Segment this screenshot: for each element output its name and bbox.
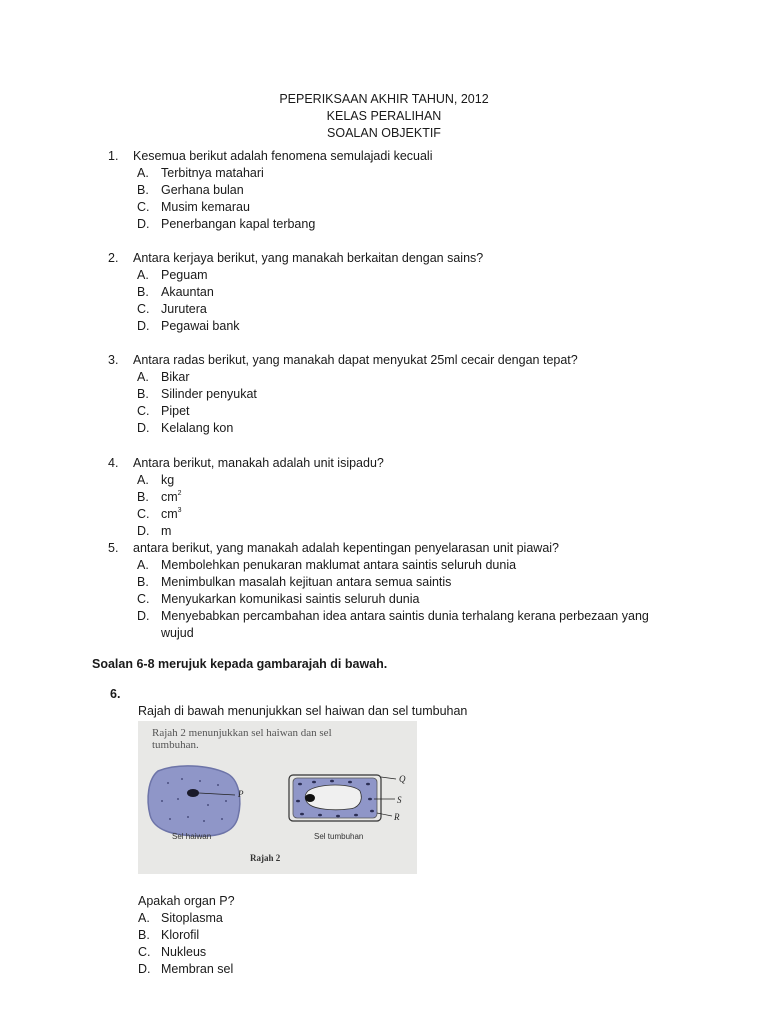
label-animal-cell: Sel haiwan bbox=[172, 832, 212, 841]
question-2 bbox=[108, 250, 708, 335]
option-d: D. Kelalang kon bbox=[137, 421, 234, 435]
cell-diagram bbox=[138, 721, 417, 874]
nucleus-p bbox=[187, 789, 199, 797]
question-stem: Antara radas berikut, yang manakah dapat menyukat 25ml cecair dengan tepat? bbox=[133, 353, 578, 367]
question-stem: Antara kerjaya berikut, yang manakah berkaitan dengan sains? bbox=[133, 251, 484, 265]
option-a: A. Sitoplasma bbox=[138, 911, 223, 925]
label-s: S bbox=[397, 795, 402, 805]
option-a: A. Membolehkan penukaran maklumat antara saintis seluruh dunia bbox=[137, 558, 517, 572]
option-a: A. kg bbox=[137, 473, 175, 487]
option-d: D. Membran sel bbox=[138, 962, 234, 976]
question-stem: Antara berikut, manakah adalah unit isipadu? bbox=[133, 456, 384, 470]
option-b: B. Klorofil bbox=[138, 928, 200, 942]
question-6-ask: Apakah organ P? bbox=[138, 894, 235, 908]
question-number: 3. bbox=[108, 353, 119, 367]
figure-title: Rajah 2 bbox=[250, 853, 281, 863]
question-stem: antara berikut, yang manakah adalah kepentingan penyelarasan unit piawai? bbox=[133, 541, 559, 555]
option-c: C. Musim kemarau bbox=[137, 200, 250, 214]
question-number: 1. bbox=[108, 149, 119, 163]
option-a: A. Terbitnya matahari bbox=[137, 166, 264, 180]
figure-caption-line2: tumbuhan. bbox=[152, 739, 199, 751]
option-b: B. Gerhana bulan bbox=[137, 183, 244, 197]
option-d: D. m bbox=[137, 524, 172, 538]
question-3 bbox=[108, 352, 708, 437]
cell-diagram-figure bbox=[138, 721, 417, 874]
question-6-number: 6. bbox=[110, 687, 121, 701]
option-b: B. Silinder penyukat bbox=[137, 387, 257, 401]
question-number: 5. bbox=[108, 541, 119, 555]
label-plant-cell: Sel tumbuhan bbox=[314, 832, 364, 841]
option-d: D. Penerbangan kapal terbang bbox=[137, 217, 316, 231]
exam-header bbox=[0, 91, 768, 142]
option-c: C. Pipet bbox=[137, 404, 190, 418]
question-number: 4. bbox=[108, 456, 119, 470]
question-1 bbox=[108, 148, 708, 233]
superscript: 3 bbox=[177, 507, 182, 514]
figure-caption-line1: Rajah 2 menunjukkan sel haiwan dan sel bbox=[152, 727, 332, 739]
plant-nucleus bbox=[305, 794, 315, 802]
option-b: B. Akauntan bbox=[137, 285, 214, 299]
option-a: A. Bikar bbox=[137, 370, 190, 384]
label-p: P bbox=[238, 789, 244, 799]
header-section: SOALAN OBJEKTIF bbox=[327, 126, 441, 140]
question-5 bbox=[108, 540, 708, 642]
option-d: D. Pegawai bank bbox=[137, 319, 240, 333]
superscript: 2 bbox=[177, 490, 182, 497]
header-class: KELAS PERALIHAN bbox=[326, 109, 442, 123]
question-stem: Kesemua berikut adalah fenomena semulajadi kecuali bbox=[133, 149, 433, 163]
label-r: R bbox=[394, 812, 400, 822]
option-d: D. Menyebabkan percambahan idea antara saintis dunia terhalang kerana perbezaan yang wujud bbox=[137, 609, 649, 640]
question-4 bbox=[108, 455, 708, 540]
question-number: 2. bbox=[108, 251, 119, 265]
option-b: B. Menimbulkan masalah kejituan antara semua saintis bbox=[137, 575, 452, 589]
option-c: C. Menyukarkan komunikasi saintis seluruh dunia bbox=[137, 592, 420, 606]
option-c: C. Nukleus bbox=[138, 945, 207, 959]
option-a: A. Peguam bbox=[137, 268, 208, 282]
question-6-stem: Rajah di bawah menunjukkan sel haiwan dan sel tumbuhan bbox=[138, 704, 468, 718]
label-q: Q bbox=[399, 774, 406, 784]
option-c: C. Jurutera bbox=[137, 302, 207, 316]
option-c: C. $cm^3$ bbox=[137, 507, 182, 521]
question-6-options bbox=[138, 910, 233, 978]
header-title: PEPERIKSAAN AKHIR TAHUN, 2012 bbox=[279, 92, 489, 106]
option-b: B. $cm^2$ bbox=[137, 490, 182, 504]
section-note: Soalan 6-8 merujuk kepada gambarajah di bawah. bbox=[92, 657, 388, 671]
